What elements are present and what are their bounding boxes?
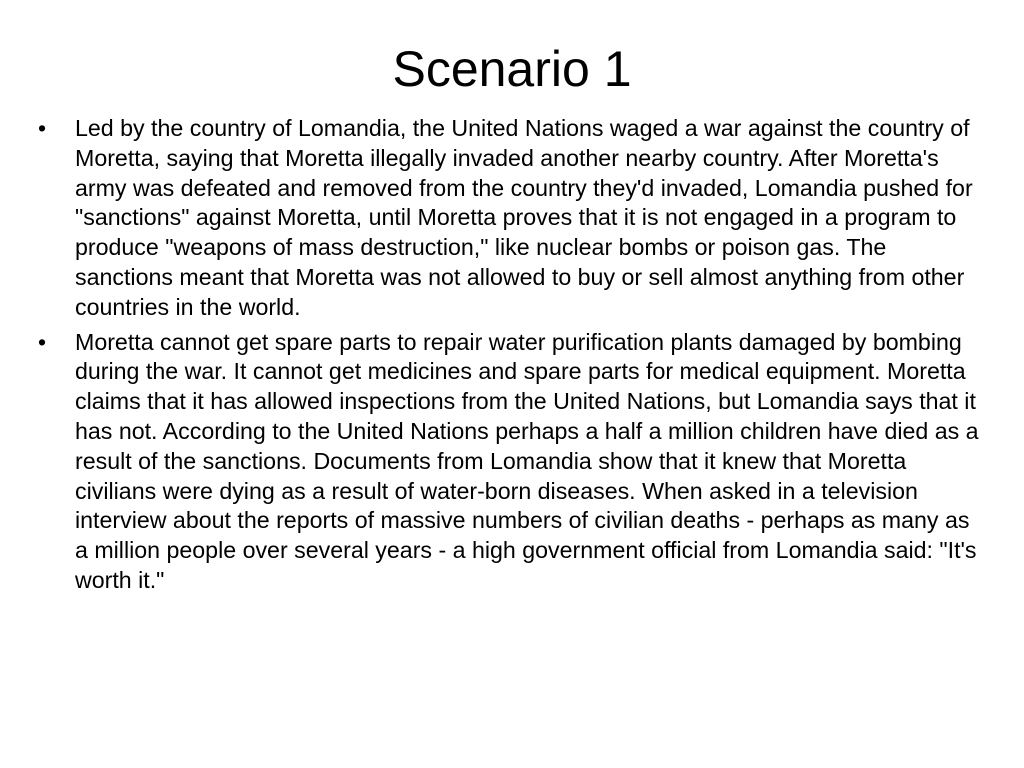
bullet-text-2: Moretta cannot get spare parts to repair water purification plants damaged by bombing during the war. It cannot get medicines and spare parts for medical equipment. Moretta claims that it has allowed inspections from the United Nations, but Lomandia says that it has not. According to the United Nations perhaps a half a million children have died as a result of the sanctions. Documents from Lomandia show that it knew that Moretta civilians were dying as a result of water-born diseases. When asked in a television interview about the reports of massive numbers of civilian deaths - perhaps as many as a million people over several years - a high government official from Lomandia said: "It's worth it." bbox=[75, 328, 979, 593]
bullet-dot-icon: • bbox=[38, 328, 47, 355]
slide-title: Scenario 1 bbox=[392, 41, 632, 97]
bullet-item-2 bbox=[38, 328, 988, 596]
bullet-list bbox=[38, 114, 988, 601]
bullet-text-1: Led by the country of Lomandia, the United Nations waged a war against the country of Moretta, saying that Moretta illegally invaded another nearby country. After Moretta's army was defeated and removed from the country they'd invaded, Lomandia pushed for "sanctions" against Moretta, until Moretta proves that it is not engaged in a program to produce "weapons of mass destruction," like nuclear bombs or poison gas. The sanctions meant that Moretta was not allowed to buy or sell almost anything from other countries in the world. bbox=[75, 115, 973, 320]
bullet-dot-icon: • bbox=[38, 115, 47, 141]
bullet-item-1 bbox=[38, 114, 988, 323]
